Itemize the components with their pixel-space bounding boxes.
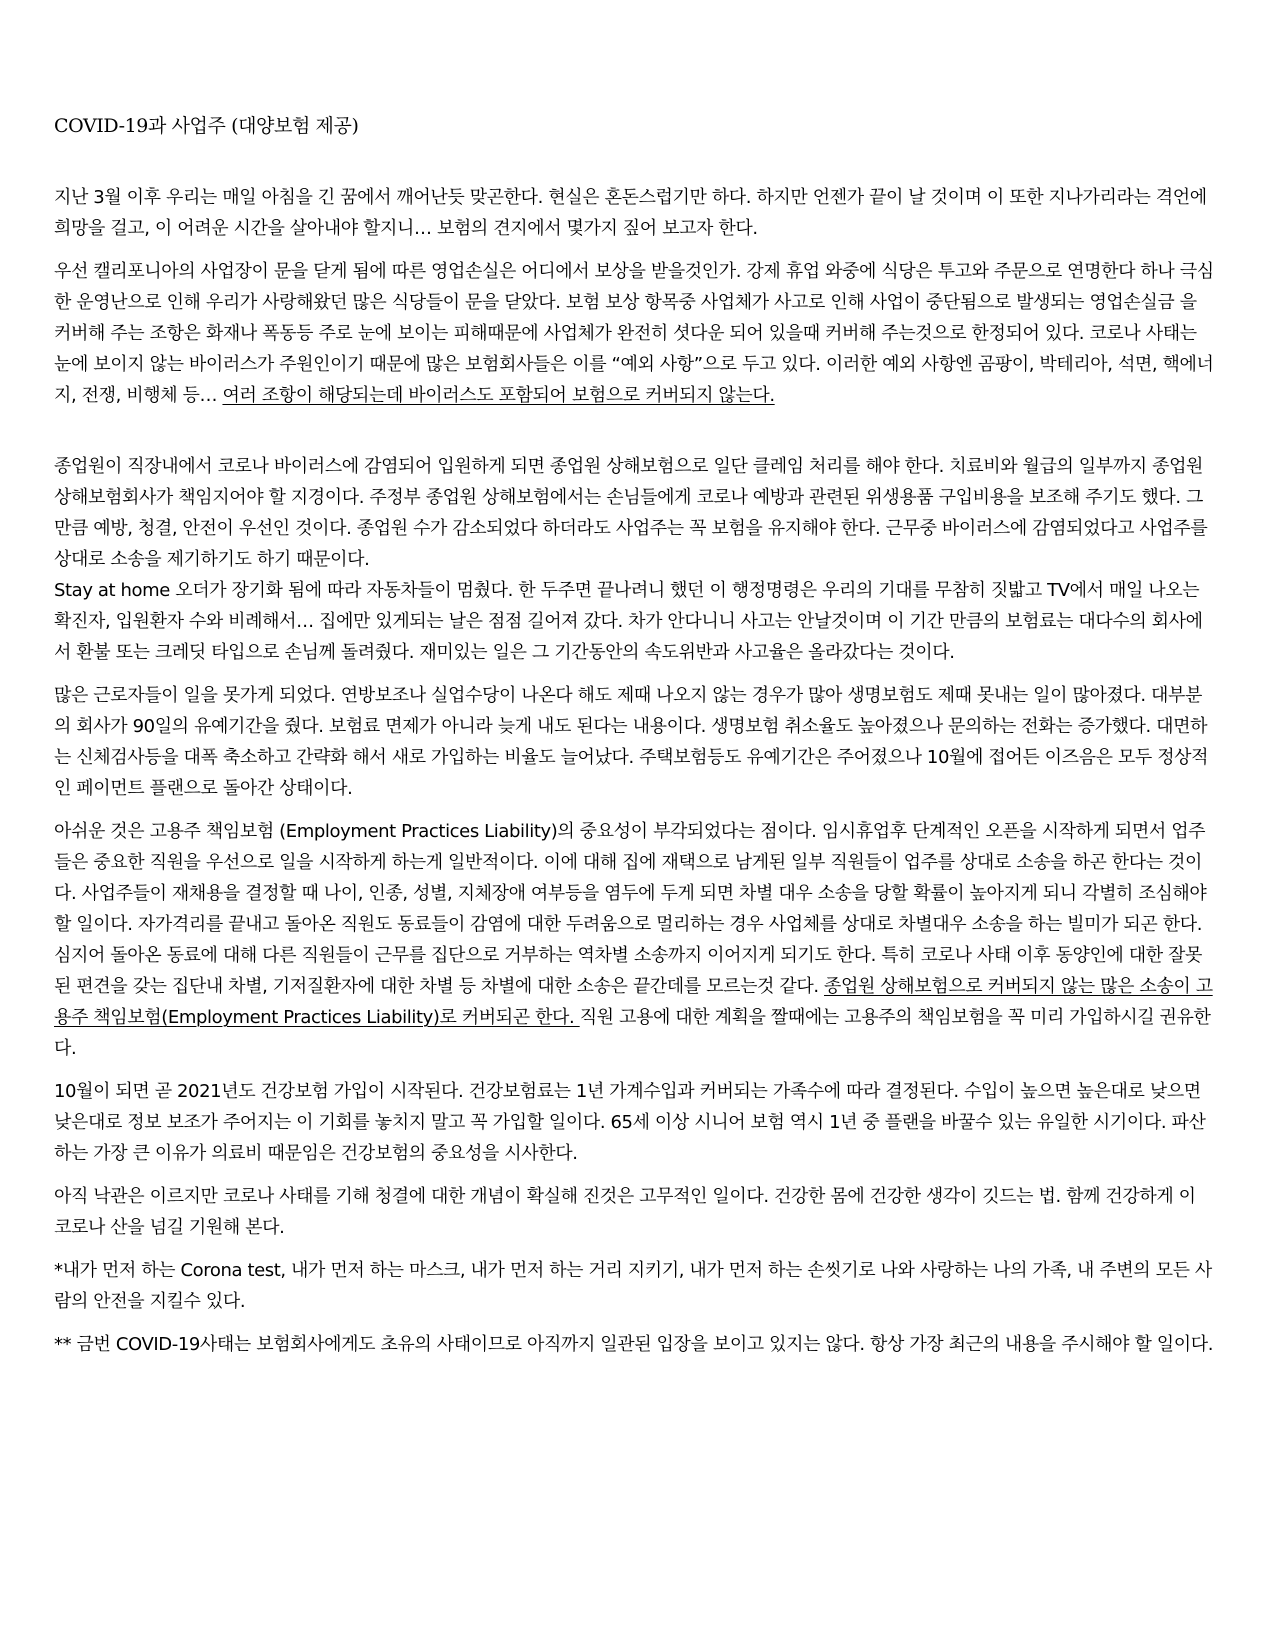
paragraph-intro: 지난 3월 이후 우리는 매일 아침을 긴 꿈에서 깨어난듯 맞곤한다. 현실은 혼돈스럽기만 하다. 하지만 언젠가 끝이 날 것이며 이 또한 지나가리라는 격언에 희망을 걸고, 이 어려운 시간을 살아내야 할지니… 보험의 견지에서 몇가지 짚어 보고자 한다. — [54, 187, 1207, 239]
paragraph-auto-insurance: Stay at home 오더가 장기화 됨에 따라 자동차들이 멈췄다. 한 두주면 끝나려니 했던 이 행정명령은 우리의 기대를 무참히 짓밟고 TV에서 매일 나오는 확진자, 입원환자 수와 비례해서… 집에만 있게되는 날은 점점 길어져 갔다. 차가 안다니니 사고는 안날것이며 이 기간 만큼의 보험료는 대다수의 회사에서 환불 또는 크레딧 타입으로 손님께 돌려줬다. 재미있는 일은 그 기간동안의 속도위반과 사고율은 올라갔다는 것이다. — [54, 580, 1203, 663]
paragraph-workers-comp: 종업원이 직장내에서 코로나 바이러스에 감염되어 입원하게 되면 종업원 상해보험으로 일단 클레임 처리를 해야 한다. 치료비와 월급의 일부까지 종업원 상해보험회사가 책임지어야 할 지경이다. 주정부 종업원 상해보험에서는 손님들에게 코로나 예방과 관련된 위생용품 구입비용을 보조해 주기도 했다. 그만큼 예방, 청결, 안전이 우선인 것이다. 종업원 수가 감소되었다 하더라도 사업주는 꼭 보험을 유지해야 한다. 근무중 바이러스에 감염되었다고 사업주를 상대로 소송을 제기하기도 하기 때문이다. — [54, 456, 1208, 570]
paragraph-employment-liability — [54, 816, 1214, 1064]
paragraph-business-interruption-text: 우선 캘리포니아의 사업장이 문을 닫게 됨에 따른 영업손실은 어디에서 보상을 받을것인가. 강제 휴업 와중에 식당은 투고와 주문으로 연명한다 하나 극심한 운영난으로 인해 우리가 사랑해왔던 많은 식당들이 문을 닫았다. 보험 보상 항목중 사업체가 사고로 인해 사업이 중단됨으로 발생되는 영업손실금 을 커버해 주는 조항은 화재나 폭동등 주로 눈에 보이는 피해때문에 사업체가 완전히 셧다운 되어 있을때 커버해 주는것으로 한정되어 있다. 코로나 사태는 눈에 보이지 않는 바이러스가 주원인이기 때문에 많은 보험회사들은 이를 “예외 사항”으로 두고 있다. 이러한 예외 사항엔 곰팡이, 박테리아, 석면, 핵에너지, 전쟁, 비행체 등… — [54, 261, 1214, 406]
document-page — [54, 112, 1214, 1372]
document-title: COVID-19과 사업주 (대양보험 제공) — [54, 115, 359, 137]
paragraph-business-interruption — [54, 256, 1214, 411]
paragraph-closing: 아직 낙관은 이르지만 코로나 사태를 기해 청결에 대한 개념이 확실해 진것은 고무적인 일이다. 건강한 몸에 건강한 생각이 깃드는 법. 함께 건강하게 이 코로나 산을 넘길 기원해 본다. — [54, 1186, 1196, 1238]
paragraph-life-insurance: 많은 근로자들이 일을 못가게 되었다. 연방보조나 실업수당이 나온다 해도 제때 나오지 않는 경우가 많아 생명보험도 제때 못내는 일이 많아졌다. 대부분의 회사가 90일의 유예기간을 줬다. 보험료 면제가 아니라 늦게 내도 된다는 내용이다. 생명보험 취소율도 높아졌으나 문의하는 전화는 증가했다. 대면하는 신체검사등을 대폭 축소하고 간략화 해서 새로 가입하는 비율도 늘어났다. 주택보험등도 유예기간은 주어졌으나 10월에 접어든 이즈음은 모두 정상적인 페이먼트 플랜으로 돌아간 상태이다. — [54, 685, 1209, 799]
underlined-epli-coverage: 종업원 상해보험으로 커버되지 않는 많은 소송이 고용주 책임보험(Employment Practices Liability)로 커버되곤 한다. — [54, 976, 1213, 1028]
paragraph-health-insurance: 10월이 되면 곧 2021년도 건강보험 가입이 시작된다. 건강보험료는 1년 가계수입과 커버되는 가족수에 따라 결정된다. 수입이 높으면 높은대로 낮으면 낮은대로 정보 보조가 주어지는 이 기회를 놓치지 말고 꼭 가입할 일이다. 65세 이상 시니어 보험 역시 1년 중 플랜을 바꿀수 있는 유일한 시기이다. 파산하는 가장 큰 이유가 의료비 때문임은 건강보험의 중요성을 시사한다. — [54, 1081, 1206, 1164]
footnote-disclaimer: ** 금번 COVID-19사태는 보험회사에게도 초유의 사태이므로 아직까지 일관된 입장을 보이고 있지는 않다. 항상 가장 최근의 내용을 주시해야 할 일이다. — [54, 1334, 1214, 1355]
footnote-safety: *내가 먼저 하는 Corona test, 내가 먼저 하는 마스크, 내가 먼저 하는 거리 지키기, 내가 먼저 하는 손씻기로 나와 사랑하는 나의 가족, 내 주변의 모든 사람의 안전을 지킬수 있다. — [54, 1260, 1212, 1312]
underlined-virus-exclusion: 여러 조항이 해당되는데 바이러스도 포함되어 보험으로 커버되지 않는다. — [222, 385, 775, 406]
paragraph-employment-liability-closing: 직원 고용에 대한 계획을 짤때에는 고용주의 책임보험을 꼭 미리 가입하시길 권유한다. — [54, 1007, 1211, 1059]
paragraph-employment-liability-text: 아쉬운 것은 고용주 책임보험 (Employment Practices Liability)의 중요성이 부각되었다는 점이다. 임시휴업후 단계적인 오픈을 시작하게 되면서 업주들은 중요한 직원을 우선으로 일을 시작하게 하는게 일반적이다. 이에 대해 집에 재택으로 남게된 일부 직원들이 업주를 상대로 소송을 하곤 한다는 것이다. 사업주들이 재채용을 결정할 때 나이, 인종, 성별, 지체장애 여부등을 염두에 두게 되면 차별 대우 소송을 당할 확률이 높아지게 되니 각별히 조심해야 할 일이다. 자가격리를 끝내고 돌아온 직원도 동료들이 감염에 대한 두려움으로 멀리하는 경우 사업체를 상대로 차별대우 소송을 하는 빌미가 되곤 한다. 심지어 돌아온 동료에 대해 다른 직원들이 근무를 집단으로 거부하는 역차별 소송까지 이어지게 되기도 한다. 특히 코로나 사태 이후 동양인에 대한 잘못된 편견을 갖는 집단내 차별, 기저질환자에 대한 차별 등 차별에 대한 소송은 끝간데를 모르는것 같다. — [54, 821, 1207, 997]
